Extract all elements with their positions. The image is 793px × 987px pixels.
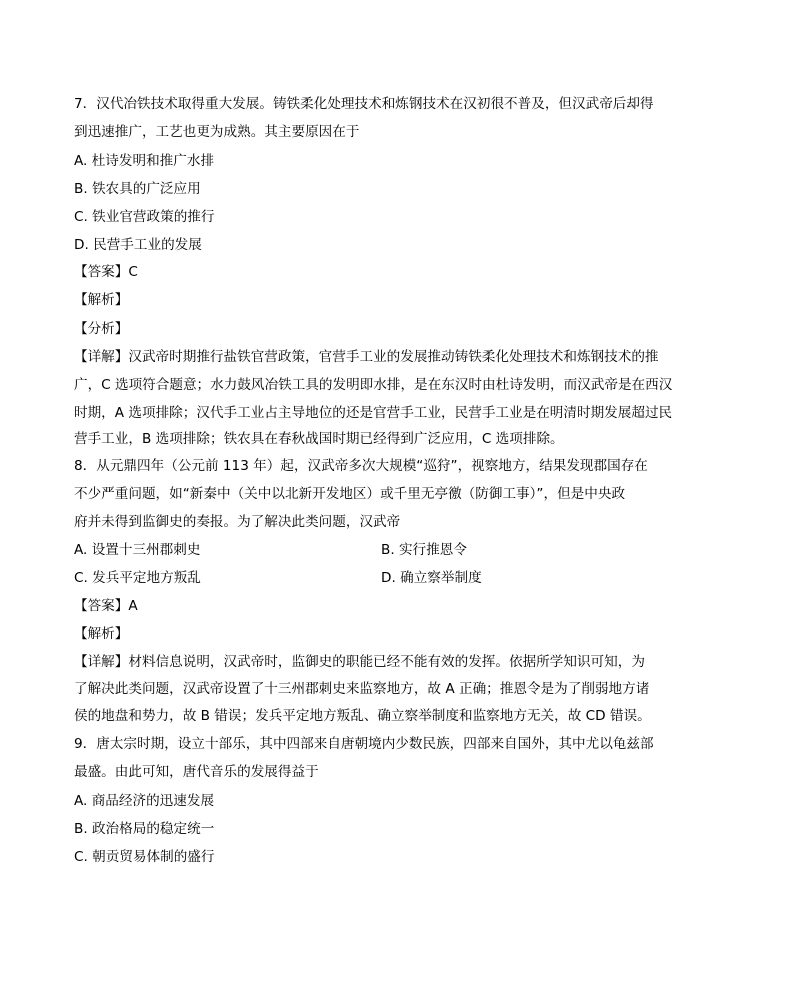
q8-option-a: A. 设置十三州郡刺史 [74,542,201,558]
q8-option-b: B. 实行推恩令 [381,542,467,558]
q9-stem-line-2: 最盛。由此可知，唐代音乐的发展得益于 [74,764,319,780]
q7-detail-line-2: 广，C 选项符合题意；水力鼓风冶铁工具的发明即水排，是在东汉时由杜诗发明，而汉武帝是在西汉 [74,377,673,393]
q9-option-c: C. 朝贡贸易体制的盛行 [74,849,215,865]
q9-option-a: A. 商品经济的迅速发展 [74,793,215,809]
q9-option-b: B. 政治格局的稳定统一 [74,821,215,837]
q8-option-c: C. 发兵平定地方叛乱 [74,570,201,586]
q7-option-a: A. 杜诗发明和推广水排 [74,153,215,169]
q7-detail-line-1: 【详解】汉武帝时期推行盐铁官营政策，官营手工业的发展推动铸铁柔化处理技术和炼钢技术的推 [74,349,659,365]
q8-stem-line-3: 府并未得到监御史的奏报。为了解决此类问题，汉武帝 [74,514,401,530]
q8-stem-line-1: 8．从元鼎四年（公元前 113 年）起，汉武帝多次大规模“巡狩”，视察地方，结果发现郡国存在 [74,458,648,474]
q8-option-d: D. 确立察举制度 [381,570,482,586]
q8-detail-line-2: 了解决此类问题，汉武帝设置了十三州郡刺史来监察地方，故 A 正确；推恩令是为了削弱地方诸 [74,681,650,697]
q7-sub-heading: 【分析】 [74,321,129,337]
q7-option-c: C. 铁业官营政策的推行 [74,209,215,225]
q8-answer: 【答案】A [74,598,138,614]
q7-detail-line-3: 时期，A 选项排除；汉代手工业占主导地位的还是官营手工业，民营手工业是在明清时期发展超过民 [74,405,673,421]
q7-detail-line-4: 营手工业，B 选项排除；铁农具在春秋战国时期已经得到广泛应用，C 选项排除。 [74,431,564,447]
q8-detail-line-1: 【详解】材料信息说明，汉武帝时，监御史的职能已经不能有效的发挥。依据所学知识可知，为 [74,654,645,670]
q7-analysis-heading: 【解析】 [74,292,129,308]
q8-analysis-heading: 【解析】 [74,626,129,642]
q7-stem-line-2: 到迅速推广，工艺也更为成熟。其主要原因在于 [74,124,360,140]
q8-detail-line-3: 侯的地盘和势力，故 B 错误；发兵平定地方叛乱、确立察举制度和监察地方无关，故 CD 错误。 [74,708,651,724]
q7-option-b: B. 铁农具的广泛应用 [74,181,201,197]
q7-stem-line-1: 7．汉代冶铁技术取得重大发展。铸铁柔化处理技术和炼钢技术在汉初很不普及，但汉武帝后却得 [74,96,654,112]
q7-answer: 【答案】C [74,264,138,280]
q9-stem-line-1: 9．唐太宗时期，设立十部乐，其中四部来自唐朝境内少数民族，四部来自国外，其中尤以龟兹部 [74,736,654,752]
q7-option-d: D. 民营手工业的发展 [74,237,202,253]
q8-stem-line-2: 不少严重问题，如“新秦中（关中以北新开发地区）或千里无亭徼（防御工事）”，但是中央政 [74,486,626,502]
